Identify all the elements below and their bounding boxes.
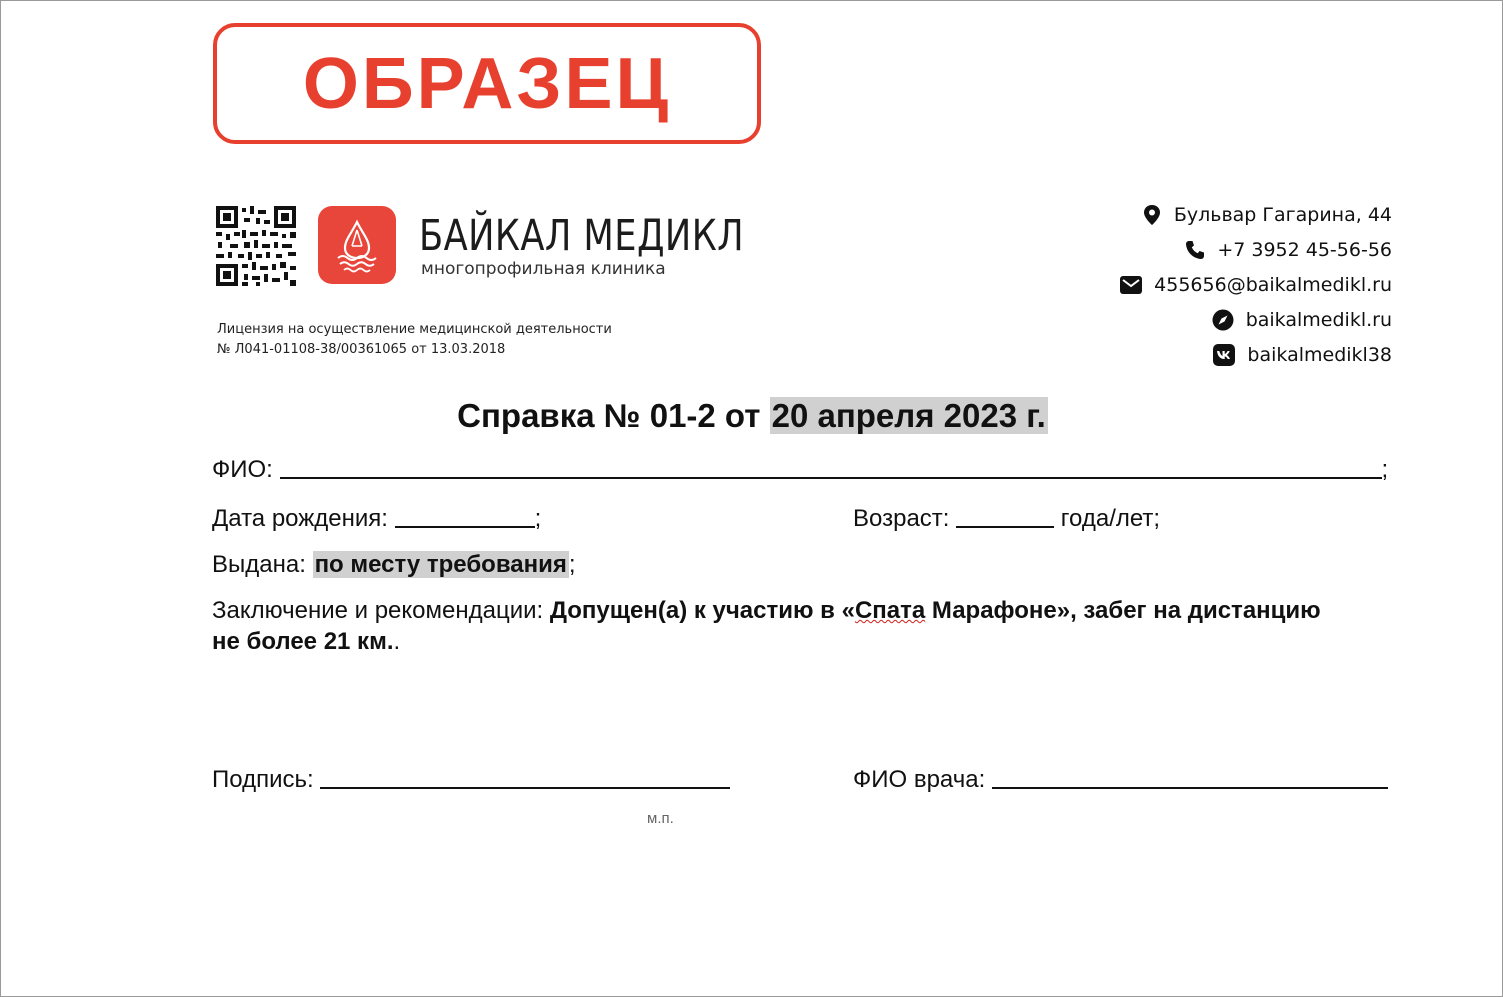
clinic-logo-icon bbox=[318, 206, 396, 284]
fio-end: ; bbox=[1381, 456, 1389, 483]
conclusion-misspelled-word: Спата bbox=[854, 597, 926, 624]
signature-blank bbox=[320, 787, 730, 789]
birth-end: ; bbox=[534, 505, 542, 532]
birth-label: Дата рождения: bbox=[212, 505, 388, 532]
issued-row bbox=[212, 551, 576, 579]
contact-vk bbox=[1213, 337, 1392, 372]
contacts-block bbox=[1120, 197, 1392, 372]
certificate-date: 20 апреля 2023 г. bbox=[771, 397, 1046, 434]
contact-vk-text: baikalmedikl38 bbox=[1247, 343, 1392, 366]
conclusion-line2-end: . bbox=[393, 628, 401, 655]
age-blank bbox=[956, 526, 1054, 528]
signature-row bbox=[212, 766, 730, 794]
issued-label: Выдана: bbox=[212, 551, 306, 578]
birth-row bbox=[212, 505, 541, 533]
stamp-place-label: м.п. bbox=[647, 810, 674, 827]
contact-website-text: baikalmedikl.ru bbox=[1245, 308, 1392, 331]
compass-icon bbox=[1212, 309, 1234, 331]
fio-blank bbox=[280, 477, 1382, 479]
contact-email bbox=[1120, 267, 1392, 302]
license-line-2: № Л041-01108-38/00361065 от 13.03.2018 bbox=[217, 342, 506, 357]
license-line-1: Лицензия на осуществление медицинской деятельности bbox=[217, 322, 612, 337]
birth-blank bbox=[395, 526, 535, 528]
conclusion-part1: Допущен(а) к участию в « bbox=[549, 597, 855, 624]
age-unit: года/лет; bbox=[1060, 505, 1161, 532]
fio-label: ФИО: bbox=[212, 456, 273, 483]
qr-code-icon bbox=[216, 206, 296, 286]
doctor-label: ФИО врача: bbox=[853, 766, 986, 793]
conclusion-label: Заключение и рекомендации: bbox=[212, 597, 544, 624]
vk-icon bbox=[1213, 344, 1235, 366]
conclusion-row bbox=[212, 597, 1321, 625]
mail-icon bbox=[1120, 276, 1142, 294]
conclusion-part2: Марафоне», забег на дистанцию bbox=[925, 597, 1321, 624]
certificate-title-prefix: Справка № 01-2 от bbox=[457, 397, 770, 434]
conclusion-line2: не более 21 км. bbox=[212, 628, 394, 655]
license-info bbox=[217, 320, 612, 360]
phone-icon bbox=[1185, 240, 1205, 260]
fio-row bbox=[212, 456, 1388, 484]
contact-email-text: 455656@baikalmedikl.ru bbox=[1154, 273, 1392, 296]
contact-phone bbox=[1185, 232, 1392, 267]
signature-label: Подпись: bbox=[212, 766, 314, 793]
clinic-name: БАЙКАЛ МЕДИКЛ bbox=[419, 211, 745, 261]
doctor-row bbox=[853, 766, 1388, 794]
contact-website bbox=[1212, 302, 1392, 337]
age-row bbox=[853, 505, 1160, 533]
location-pin-icon bbox=[1142, 204, 1162, 226]
conclusion-row-2 bbox=[212, 628, 400, 656]
clinic-subtitle: многопрофильная клиника bbox=[421, 259, 666, 279]
contact-address bbox=[1142, 197, 1392, 232]
age-label: Возраст: bbox=[853, 505, 950, 532]
issued-end: ; bbox=[568, 551, 576, 578]
contact-phone-text: +7 3952 45-56-56 bbox=[1217, 238, 1392, 261]
certificate-title bbox=[1, 397, 1503, 435]
doctor-blank bbox=[992, 787, 1388, 789]
contact-address-text: Бульвар Гагарина, 44 bbox=[1173, 203, 1392, 226]
issued-value: по месту требования bbox=[314, 551, 567, 578]
sample-stamp: ОБРАЗЕЦ bbox=[213, 23, 761, 144]
